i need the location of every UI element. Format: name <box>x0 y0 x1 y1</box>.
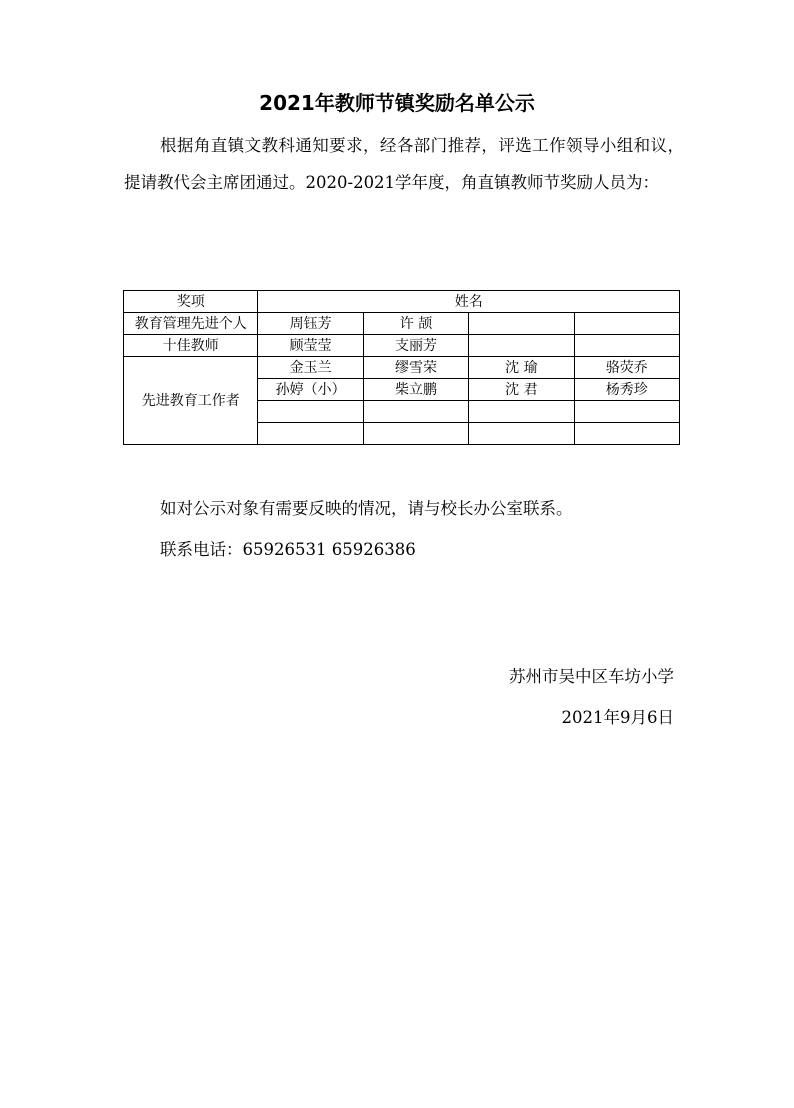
name-cell: 孙婷（小） <box>258 379 363 401</box>
table-row <box>124 313 680 335</box>
signature-organization: 苏州市吴中区车坊小学 <box>509 667 674 686</box>
name-cell: 支丽芳 <box>363 335 468 357</box>
page-title: 2021年教师节镇奖励名单公示 <box>259 91 535 115</box>
name-cell <box>469 313 574 335</box>
name-cell: 缪雪荣 <box>363 357 468 379</box>
contact-phone: 联系电话：65926531 65926386 <box>160 540 416 559</box>
name-cell <box>469 335 574 357</box>
table-row <box>124 335 680 357</box>
name-cell: 沈 君 <box>469 379 574 401</box>
header-names: 姓名 <box>258 291 680 313</box>
awards-table <box>123 290 680 445</box>
name-cell: 杨秀珍 <box>574 379 679 401</box>
name-cell: 骆荧乔 <box>574 357 679 379</box>
name-cell <box>574 401 679 423</box>
name-cell: 沈 瑜 <box>469 357 574 379</box>
name-cell <box>258 423 363 445</box>
category-cell: 教育管理先进个人 <box>124 313 258 335</box>
name-cell: 顾莹莹 <box>258 335 363 357</box>
name-cell: 周钰芳 <box>258 313 363 335</box>
header-category: 奖项 <box>124 291 258 313</box>
category-cell: 十佳教师 <box>124 335 258 357</box>
name-cell <box>363 401 468 423</box>
signature-date: 2021年9月6日 <box>561 708 674 727</box>
name-cell: 柴立鹏 <box>363 379 468 401</box>
name-cell <box>469 401 574 423</box>
name-cell <box>574 335 679 357</box>
name-cell <box>363 423 468 445</box>
table-header-row <box>124 291 680 313</box>
name-cell <box>574 423 679 445</box>
contact-note: 如对公示对象有需要反映的情况，请与校长办公室联系。 <box>160 499 573 518</box>
name-cell: 许 颉 <box>363 313 468 335</box>
name-cell: 金玉兰 <box>258 357 363 379</box>
name-cell <box>574 313 679 335</box>
name-cell <box>469 423 574 445</box>
name-cell <box>258 401 363 423</box>
category-cell: 先进教育工作者 <box>124 357 258 445</box>
table-row <box>124 357 680 379</box>
intro-paragraph: 根据角直镇文教科通知要求，经各部门推荐，评选工作领导小组和议，提请教代会主席团通过。2020-2021学年度，角直镇教师节奖励人员为： <box>124 136 684 192</box>
